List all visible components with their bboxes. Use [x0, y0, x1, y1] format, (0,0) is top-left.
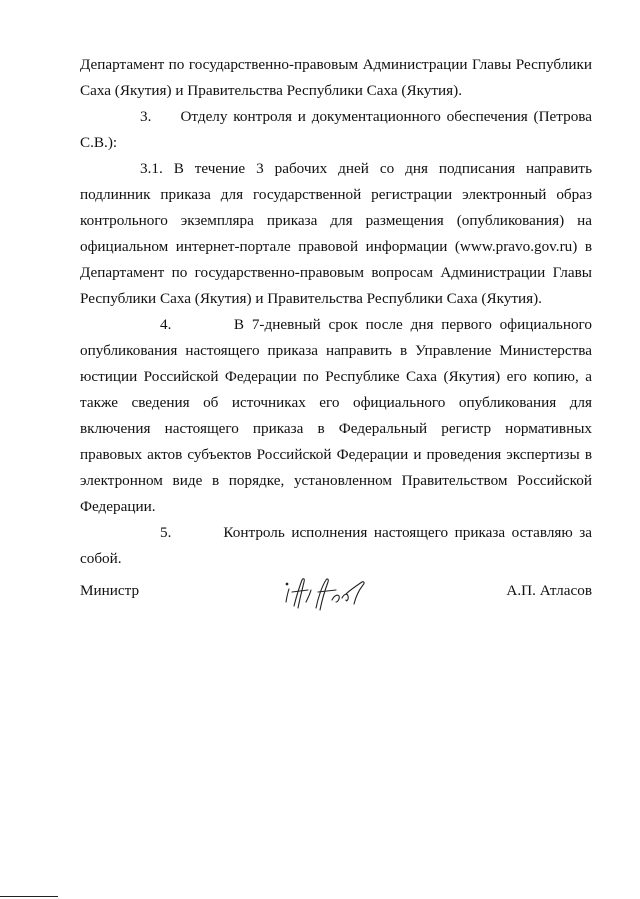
paragraph-department-continuation	[80, 52, 592, 104]
document-body	[80, 52, 592, 572]
signature-block	[80, 578, 592, 618]
item-number: 3.	[140, 108, 152, 125]
paragraph-item-5	[80, 520, 592, 572]
paragraph-item-3	[80, 104, 592, 156]
signer-position: Министр	[80, 582, 140, 599]
signer-name: А.П. Атласов	[506, 582, 592, 599]
paragraph-text: Контроль исполнения настоящего приказа оставляю за собой.	[80, 524, 592, 567]
paragraph-item-4	[80, 312, 592, 520]
handwritten-signature	[280, 572, 372, 616]
item-number: 4.	[160, 316, 172, 333]
item-number: 5.	[160, 524, 172, 541]
paragraph-item-3-1	[80, 156, 592, 312]
paragraph-text: В течение 3 рабочих дней со дня подписания направить подлинник приказа для государственной регистрации электронный образ контрольного экземпляра приказа для размещения (опубликования) на официальном интернет-портале правовой информации (www.pravo.gov.ru) в Департамент по государственно-правовым вопросам Администрации Главы Республики Саха (Якутия) и Правительства Республики Саха (Якутия).	[80, 160, 592, 307]
paragraph-text: Отделу контроля и документационного обеспечения (Петрова С.В.):	[80, 108, 592, 151]
paragraph-text: Департамент по государственно-правовым Администрации Главы Республики Саха (Якутия) и Правительства Республики Саха (Якутия).	[80, 56, 592, 99]
paragraph-text: В 7-дневный срок после дня первого официального опубликования настоящего приказа направить в Управление Министерства юстиции Российской Федерации по Республике Саха (Якутия) его копию, а также сведения об источниках его официального опубликования для включения настоящего приказа в Федеральный регистр нормативных правовых актов субъектов Российской Федерации и проведения экспертизы в электронном виде в порядке, установленном Правительством Российской Федерации.	[80, 316, 593, 515]
item-number: 3.1.	[140, 160, 163, 177]
footer-rule	[0, 896, 58, 897]
